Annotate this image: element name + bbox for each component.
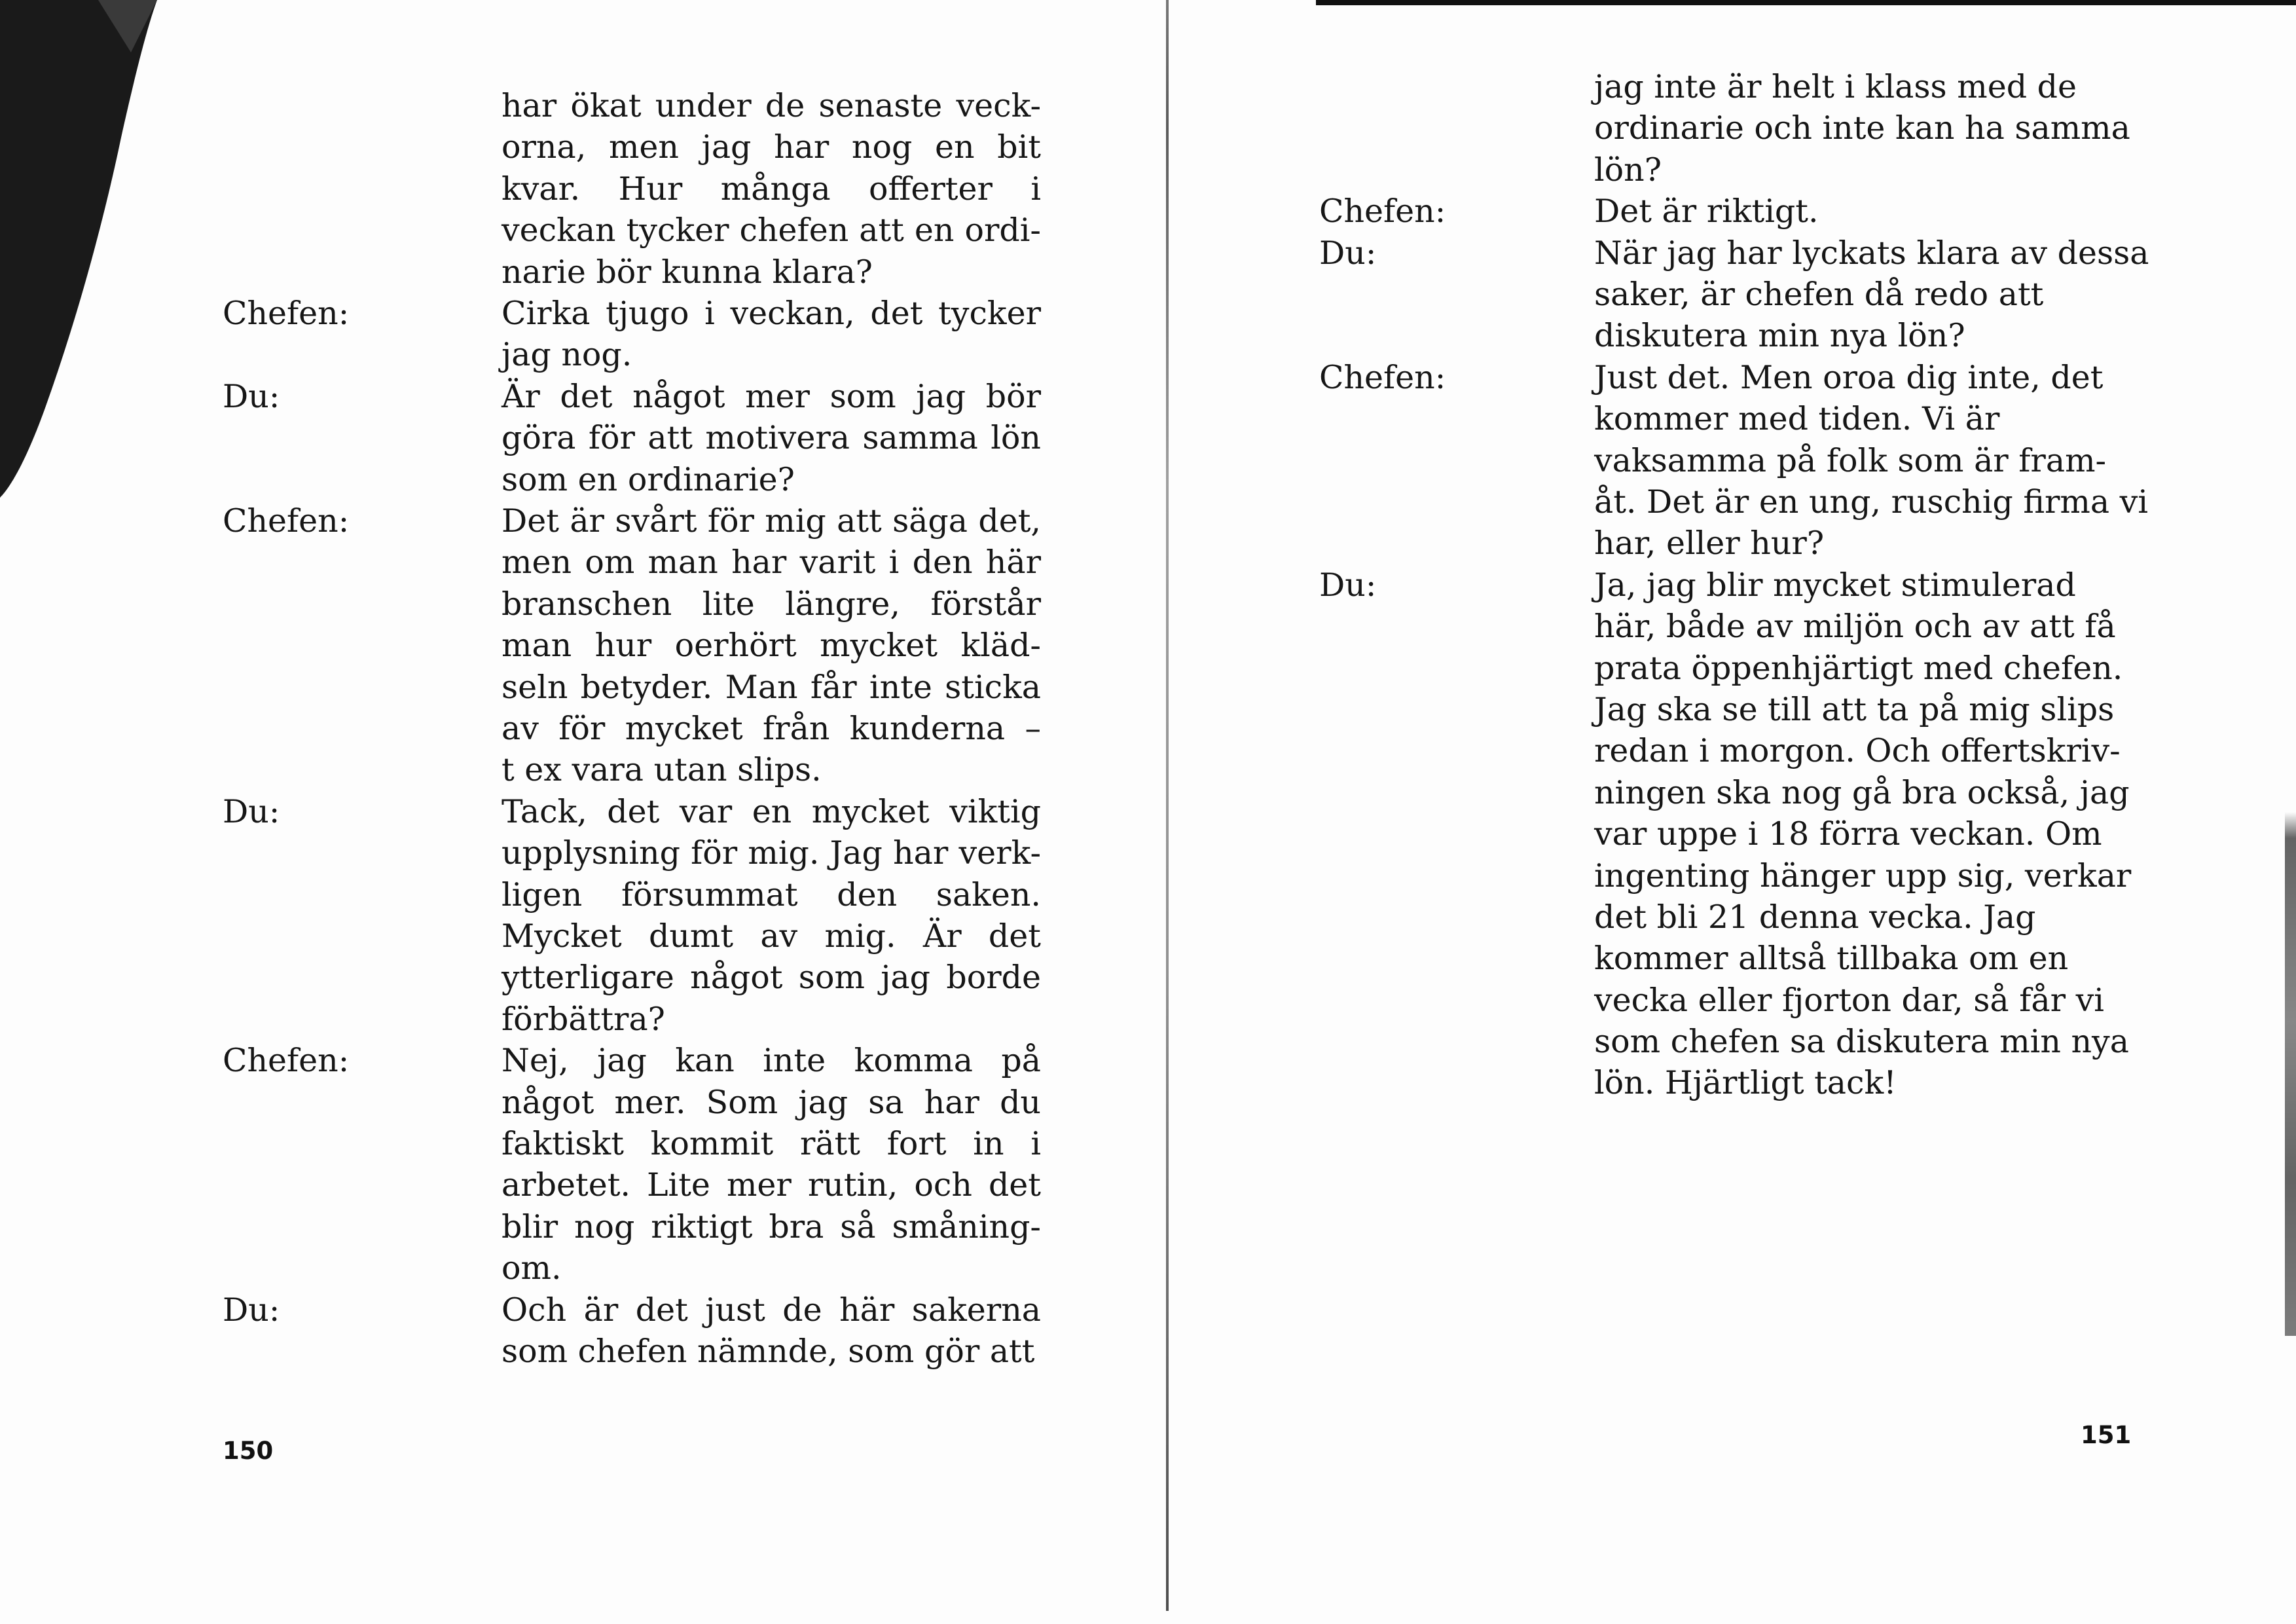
text-line: Mycket dumt av mig. Är det <box>501 917 1041 955</box>
text-line: man hur oerhört mycket kläd- <box>501 627 1041 665</box>
page-number: 151 <box>2081 1421 2132 1449</box>
text-line: upplysning för mig. Jag har verk- <box>501 834 1041 872</box>
text-line: Ja, jag blir mycket stimulerad <box>1594 566 2076 604</box>
text-line: något mer. Som jag sa har du <box>501 1083 1041 1121</box>
speaker-label: Du: <box>1319 234 1377 272</box>
speech-block <box>501 85 1041 293</box>
text-line: Tack, det var en mycket viktig <box>501 792 1041 830</box>
text-line: om. <box>501 1249 562 1287</box>
text-line: blir nog riktigt bra så småning- <box>501 1208 1041 1246</box>
text-line: här, både av miljön och av att få <box>1594 608 2116 646</box>
speech-block <box>501 500 1041 791</box>
speech-block <box>501 293 1041 376</box>
text-line: som chefen nämnde, som gör att <box>501 1332 1035 1370</box>
speech-block <box>1594 564 2132 1104</box>
speech-block <box>1594 191 1994 232</box>
text-line: förbättra? <box>501 1000 665 1038</box>
text-line: diskutera min nya lön? <box>1594 317 1965 355</box>
text-line: Jag ska se till att ta på mig slips <box>1594 690 2115 728</box>
text-line: veckan tycker chefen att en ordi- <box>501 212 1041 249</box>
speech-block <box>501 791 1041 1040</box>
text-line: kommer alltså tillbaka om en <box>1594 940 2069 978</box>
speaker-label: Chefen: <box>223 502 350 540</box>
text-line: vecka eller fjorton dar, så får vi <box>1594 981 2104 1019</box>
text-line: Nej, jag kan inte komma på <box>501 1042 1041 1080</box>
text-line: kommer med tiden. Vi är <box>1594 400 2000 438</box>
speech-block <box>501 1289 1041 1373</box>
text-line: orna, men jag har nog en bit <box>501 128 1041 166</box>
text-line: kvar. Hur många offerter i <box>501 170 1041 208</box>
text-line: Just det. Men oroa dig inte, det <box>1594 358 2104 396</box>
text-line: faktiskt kommit rätt fort in i <box>501 1124 1041 1162</box>
speaker-label: Du: <box>223 792 280 830</box>
speech-block <box>501 376 1041 500</box>
speaker-label: Chefen: <box>1319 193 1446 231</box>
text-line: lön. Hjärtligt tack! <box>1594 1064 1897 1102</box>
speaker-label: Du: <box>1319 566 1377 604</box>
text-line: ordinarie och inte kan ha samma <box>1594 109 2130 147</box>
text-line: ytterligare något som jag borde <box>501 959 1041 997</box>
speaker-label: Du: <box>223 1291 280 1329</box>
page-number: 150 <box>223 1437 274 1465</box>
text-line: jag nog. <box>501 336 632 374</box>
text-line: arbetet. Lite mer rutin, och det <box>501 1166 1041 1204</box>
text-line: seln betyder. Man får inte sticka <box>501 668 1041 706</box>
speaker-label: Chefen: <box>223 295 350 332</box>
text-line: har ökat under de senaste veck- <box>501 87 1041 124</box>
text-line: som chefen sa diskutera min nya <box>1594 1023 2129 1061</box>
text-line: men om man har varit i den här <box>501 544 1041 581</box>
text-line: Och är det just de här sakerna <box>501 1291 1041 1329</box>
text-line: narie bör kunna klara? <box>501 253 873 291</box>
text-line: Är det något mer som jag bör <box>501 377 1041 415</box>
text-line: branschen lite längre, förstår <box>501 585 1041 623</box>
text-line: ningen ska nog gå bra också, jag <box>1594 773 2130 811</box>
text-line: åt. Det är en ung, ruschig firma vi <box>1594 483 2149 521</box>
text-line: av för mycket från kunderna – <box>501 709 1041 747</box>
text-line: har, eller hur? <box>1594 525 1825 563</box>
text-line: prata öppenhjärtigt med chefen. <box>1594 649 2123 687</box>
speaker-label: Chefen: <box>1319 358 1446 396</box>
text-line: var uppe i 18 förra veckan. Om <box>1594 815 2102 853</box>
text-line: ingenting hänger upp sig, verkar <box>1594 857 2132 895</box>
text-line: ligen försummat den saken. <box>501 876 1041 913</box>
text-line: som en ordinarie? <box>501 460 795 498</box>
text-line: Det är riktigt. <box>1594 193 1819 231</box>
text-line: När jag har lyckats klara av dessa <box>1594 234 2149 272</box>
speaker-label: Chefen: <box>223 1042 350 1080</box>
text-line: det bli 21 denna vecka. Jag <box>1594 898 2036 936</box>
speech-block <box>501 1040 1041 1289</box>
text-line: t ex vara utan slips. <box>501 751 822 789</box>
text-line: saker, är chefen då redo att <box>1594 275 2044 313</box>
text-line: jag inte är helt i klass med de <box>1594 68 2077 105</box>
text-line: lön? <box>1594 151 1662 189</box>
text-line: Det är svårt för mig att säga det, <box>501 502 1041 540</box>
text-line: redan i morgon. Och offertskriv- <box>1594 732 2121 770</box>
text-line: vaksamma på folk som är fram- <box>1594 441 2107 479</box>
text-line: göra för att motivera samma lön <box>501 419 1041 457</box>
speech-block <box>1594 357 2149 564</box>
speaker-label: Du: <box>223 377 280 415</box>
right-page <box>1169 0 2296 1624</box>
text-line: Cirka tjugo i veckan, det tycker <box>501 295 1041 332</box>
speech-block <box>1594 66 2130 191</box>
speech-block <box>1594 232 2149 357</box>
